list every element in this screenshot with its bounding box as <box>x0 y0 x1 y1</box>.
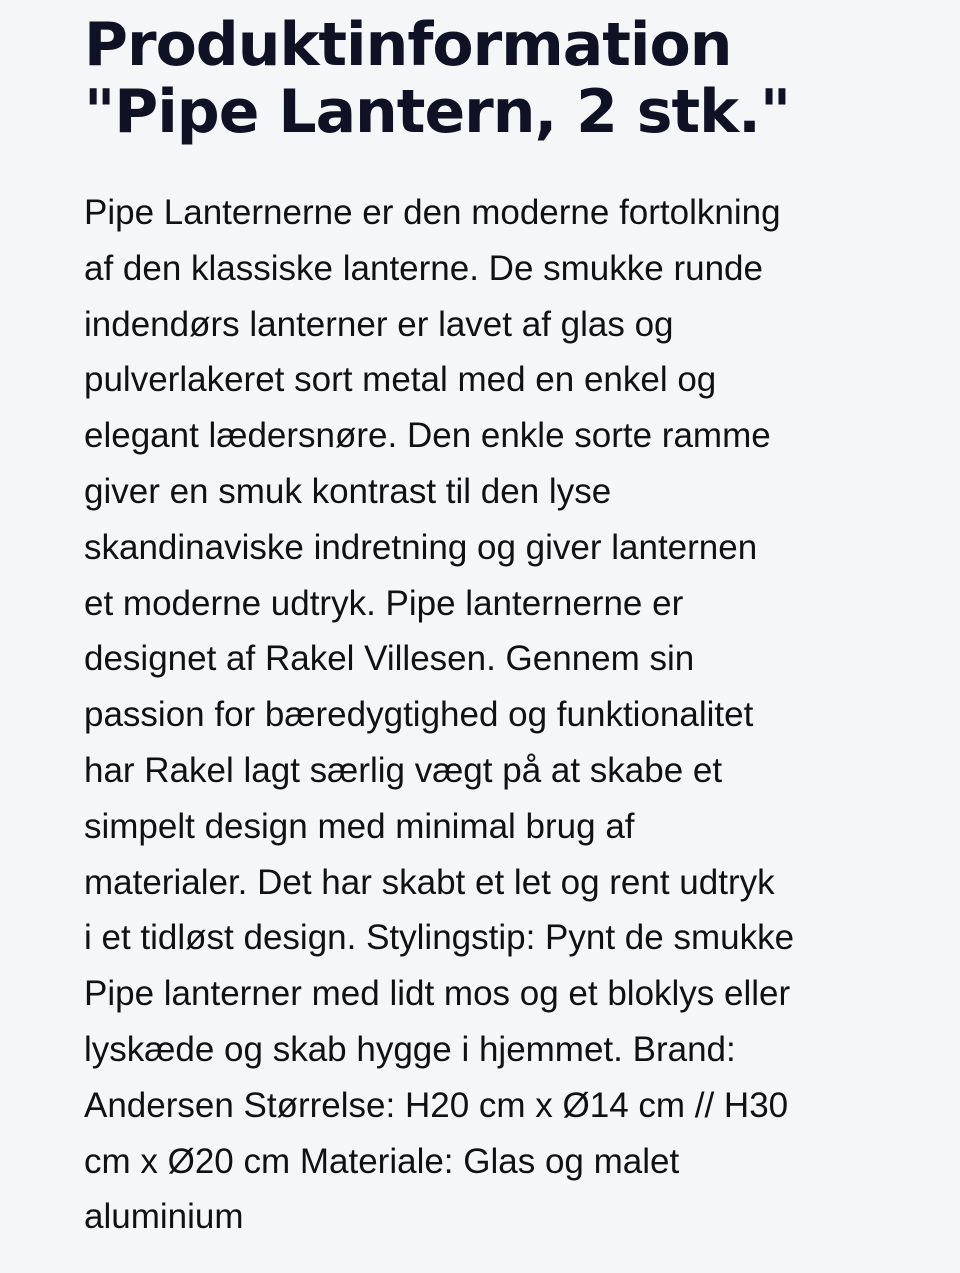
description-line: skandinaviske indretning og giver lanternen <box>84 527 758 567</box>
description-line: af den klassiske lanterne. De smukke runde <box>84 248 763 288</box>
title-line: "Pipe Lantern, 2 stk." <box>84 77 791 147</box>
page-title <box>84 0 904 146</box>
description-line: passion for bæredygtighed og funktionalitet <box>84 695 754 735</box>
description-line: Andersen Størrelse: H20 cm x Ø14 cm // H30 <box>84 1085 789 1125</box>
description-line: Pipe Lanternerne er den moderne fortolkning <box>84 193 781 232</box>
description-line: har Rakel lagt særlig vægt på at skabe et <box>84 750 723 790</box>
description-line: indendørs lanterner er lavet af glas og <box>84 304 674 344</box>
description-line: materialer. Det har skabt et let og rent udtryk <box>84 862 775 902</box>
description-line: giver en smuk kontrast til den lyse <box>84 471 612 511</box>
product-description <box>84 185 904 1245</box>
description-line: i et tidløst design. Stylingstip: Pynt de smukke <box>84 918 795 958</box>
description-line: cm x Ø20 cm Materiale: Glas og malet <box>84 1141 680 1181</box>
description-line: et moderne udtryk. Pipe lanternerne er <box>84 583 684 623</box>
description-line: elegant lædersnøre. Den enkle sorte ramme <box>84 416 771 456</box>
description-line: lyskæde og skab hygge i hjemmet. Brand: <box>84 1029 736 1069</box>
description-line: Pipe lanterner med lidt mos og et bloklys eller <box>84 974 791 1014</box>
description-line: pulverlakeret sort metal med en enkel og <box>84 360 717 400</box>
description-line: aluminium <box>84 1197 244 1237</box>
description-line: simpelt design med minimal brug af <box>84 806 635 846</box>
title-line: Produktinformation <box>84 10 732 80</box>
description-line: designet af Rakel Villesen. Gennem sin <box>84 639 695 679</box>
product-information-section <box>84 0 904 1245</box>
